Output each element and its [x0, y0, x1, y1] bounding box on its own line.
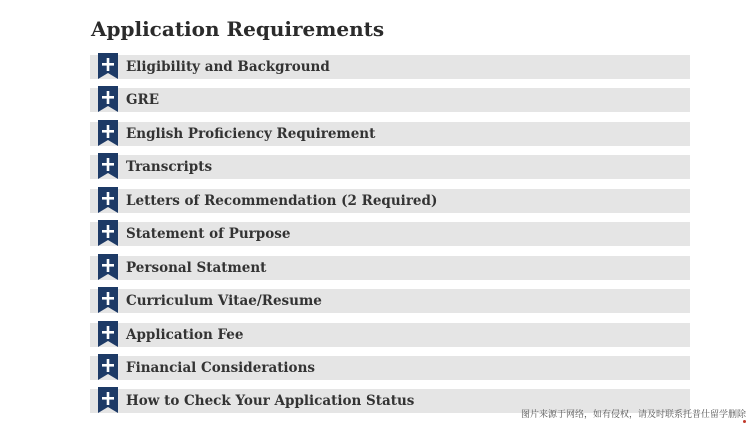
plus-bookmark-icon: [98, 387, 118, 413]
plus-bookmark-icon: [98, 120, 118, 146]
accordion-item-statement-of-purpose[interactable]: [90, 222, 690, 246]
accordion-item-transcripts[interactable]: [90, 155, 690, 179]
plus-bookmark-icon: [98, 86, 118, 112]
accordion-item-label: English Proficiency Requirement: [126, 125, 376, 142]
accordion-item-gre[interactable]: [90, 88, 690, 112]
plus-bookmark-icon: [98, 187, 118, 213]
watermark-text: 图片来源于网络，如有侵权，请及时联系托普仕留学删除: [520, 410, 746, 420]
plus-bookmark-icon: [98, 153, 118, 179]
plus-bookmark-icon: [98, 53, 118, 79]
plus-bookmark-icon: [98, 220, 118, 246]
accordion-item-financial-considerations[interactable]: [90, 356, 690, 380]
accordion-item-label: Eligibility and Background: [126, 59, 330, 75]
accordion-item-label: Application Fee: [126, 326, 244, 343]
accordion-item-label: Transcripts: [126, 159, 213, 176]
accordion-item-label: Letters of Recommendation (2 Required): [126, 192, 438, 209]
accordion-item-letters-of-recommendation[interactable]: [90, 189, 690, 213]
accordion-item-eligibility[interactable]: [90, 55, 690, 79]
page-title: Application Requirements: [91, 17, 385, 41]
accordion-item-label: Statement of Purpose: [126, 226, 291, 243]
plus-bookmark-icon: [98, 287, 118, 313]
plus-bookmark-icon: [98, 354, 118, 380]
plus-bookmark-icon: [98, 254, 118, 280]
accordion-item-label: How to Check Your Application Status: [126, 393, 415, 410]
accordion-item-label: Personal Statment: [126, 259, 267, 276]
plus-bookmark-icon: [98, 321, 118, 347]
accordion-item-label: GRE: [126, 92, 160, 109]
requirements-accordion: [90, 55, 690, 423]
accordion-item-label: Financial Considerations: [126, 359, 315, 376]
accordion-item-label: Curriculum Vitae/Resume: [126, 293, 322, 310]
accordion-item-english-proficiency[interactable]: [90, 122, 690, 146]
accordion-item-application-fee[interactable]: [90, 323, 690, 347]
accordion-item-personal-statement[interactable]: [90, 256, 690, 280]
accordion-item-curriculum-vitae[interactable]: [90, 289, 690, 313]
watermark-dot: [743, 420, 746, 423]
